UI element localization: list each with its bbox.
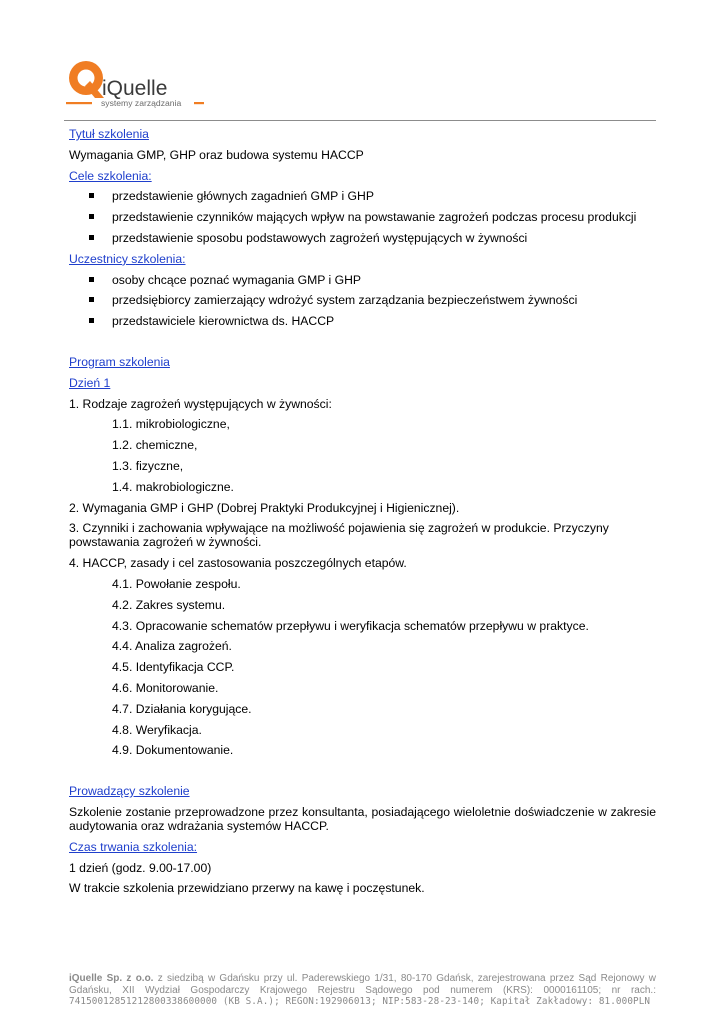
list-item: przedstawienie sposobu podstawowych zagrożeń występujących w żywności [69, 231, 656, 245]
program-subitem: 4.7. Działania korygujące. [112, 701, 252, 716]
program-item-4: 4. HACCP, zasady i cel zastosowania poszczególnych etapów. [69, 556, 407, 571]
logo-name: iQuelle [102, 77, 168, 100]
list-item: przedsiębiorcy zamierzający wdrożyć system zarządzania bezpieczeństwem żywności [69, 293, 656, 307]
participants-list [69, 273, 656, 329]
program-item-1: 1. Rodzaje zagrożeń występujących w żywności: [69, 396, 332, 411]
goals-heading: Cele szkolenia: [69, 168, 152, 183]
program-subitem: 1.2. chemiczne, [112, 438, 198, 453]
duration-heading: Czas trwania szkolenia: [69, 839, 198, 854]
training-title-heading: Tytuł szkolenia [69, 127, 149, 141]
footer-text: z siedzibą w Gdańsku przy ul. Paderewskiego 1/31, 80-170 Gdańsk, zarejestrowana przez Sąd Rejonowy w Gdańsku, XII Wydział Gospodarczy Krajowego Rejestru Sądowego pod numerem (KRS): 0000161105; nr rach.: [69, 973, 656, 996]
header-divider [64, 120, 656, 121]
goals-list [69, 189, 656, 245]
participants-heading: Uczestnicy szkolenia: [69, 251, 186, 266]
duration-value: 1 dzień (godz. 9.00-17.00) [69, 860, 212, 875]
program-heading: Program szkolenia [69, 354, 170, 369]
training-title: Wymagania GMP, GHP oraz budowa systemu HACCP [69, 147, 364, 162]
footer-company: iQuelle Sp. z o.o. [69, 973, 154, 984]
day-heading: Dzień 1 [69, 375, 111, 390]
trainer-heading: Prowadzący szkolenie [69, 784, 190, 799]
program-subitem: 1.4. makrobiologiczne. [112, 479, 234, 494]
list-item: przedstawiciele kierownictwa ds. HACCP [69, 314, 656, 328]
program-subitem: 4.4. Analiza zagrożeń. [112, 639, 232, 654]
program-subitem: 4.9. Dokumentowanie. [112, 743, 234, 758]
document-body [69, 127, 656, 902]
list-item: osoby chcące poznać wymagania GMP i GHP [69, 273, 656, 287]
list-item: przedstawienie czynników mających wpływ na powstawanie zagrożeń podczas procesu produkcji [69, 210, 656, 224]
footer-numbers: 74150012851212800338600000 (KB S.A.); REGON:192906013; NIP:583-28-23-140; Kapitał Zakładowy: 81.000PLN [69, 996, 651, 1008]
program-item-2: 2. Wymagania GMP i GHP (Dobrej Praktyki Produkcyjnej i Higienicznej). [69, 500, 460, 515]
trainer-description: Szkolenie zostanie przeprowadzone przez konsultanta, posiadającego wieloletnie doświadczenie w zakresie audytowania oraz wdrażania systemów HACCP. [69, 804, 656, 833]
logo-tagline: systemy zarządzania [101, 98, 182, 108]
program-subitem: 1.3. fizyczne, [112, 458, 184, 473]
program-subitem: 4.6. Monitorowanie. [112, 680, 219, 695]
program-subitem: 4.3. Opracowanie schematów przepływu i weryfikacja schematów przepływu w praktyce. [112, 618, 589, 633]
program-subitem: 4.2. Zakres systemu. [112, 597, 226, 612]
program-subitem: 1.1. mikrobiologiczne, [112, 417, 230, 432]
page-footer [69, 973, 656, 1008]
program-subitem: 4.8. Weryfikacja. [112, 722, 202, 737]
program-item-3: 3. Czynniki i zachowania wpływające na możliwość pojawienia się zagrożeń w produkcie. Przyczyny powstawania zagrożeń w żywności. [69, 521, 609, 550]
company-logo [64, 58, 214, 114]
program-subitem: 4.1. Powołanie zespołu. [112, 576, 241, 591]
breaks-note: W trakcie szkolenia przewidziano przerwy na kawę i poczęstunek. [69, 881, 425, 896]
list-item: przedstawienie głównych zagadnień GMP i GHP [69, 189, 656, 203]
program-subitem: 4.5. Identyfikacja CCP. [112, 660, 235, 675]
